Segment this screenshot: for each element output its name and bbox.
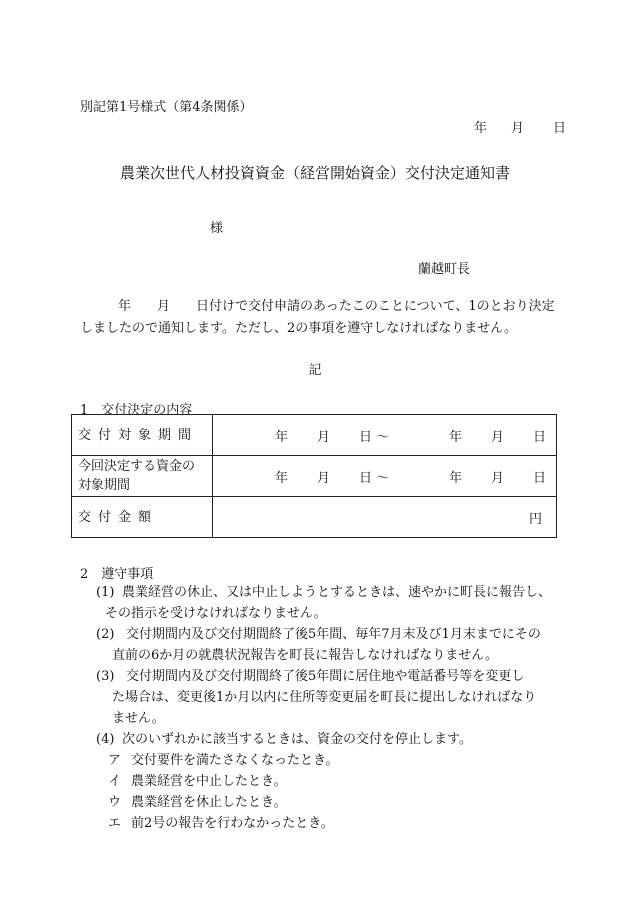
- from-day: 日 ～: [359, 430, 390, 445]
- from-year: 年: [275, 430, 289, 445]
- date-day: 日: [553, 121, 567, 136]
- table-row: [72, 415, 557, 456]
- notice-body: [80, 296, 558, 340]
- rule-item-3: (3) 交付期間内及び交付期間終了後5年間に居住地や電話番号等を変更し た場合は、変更後1か月以内に住所等変更届を町長に提出しなければなり ません。: [96, 669, 537, 726]
- to-year: 年: [449, 430, 463, 445]
- to-day: 日: [533, 471, 547, 486]
- issuer-name: 蘭越町長: [418, 262, 471, 277]
- notice-body-line2: しましたので通知します。ただし、2の事項を遵守しなければなりません。: [80, 321, 518, 336]
- rule-subitem-i: イ 農業経営を中止したとき。: [108, 774, 287, 789]
- row-label-current: 今回決定する資金の 対象期間: [72, 456, 213, 497]
- section2-heading: 2 遵守事項: [80, 567, 154, 582]
- row-label-period: 交付対象期間: [72, 415, 213, 456]
- to-day: 日: [533, 430, 547, 445]
- rule-item-4: (4) 次のいずれかに該当するときは、資金の交付を停止します。: [96, 732, 472, 747]
- to-year: 年: [449, 471, 463, 486]
- to-month: 月: [491, 430, 505, 445]
- addressee-honorific: 様: [210, 221, 224, 236]
- table-row: [72, 456, 557, 497]
- notice-body-line1: 年 月 日付けで交付申請のあったこのことについて、1のとおり決定: [118, 299, 555, 314]
- form-label: 別記第1号様式（第4条関係）: [80, 100, 253, 115]
- row-value-amount: 円: [213, 497, 557, 538]
- rule-item-1: (1) 農業経営の休止、又は中止しようとするときは、速やかに町長に報告し、 その指示を受けなければなりません。: [96, 585, 552, 621]
- document-title: 農業次世代人材投資資金（経営開始資金）交付決定通知書: [119, 164, 510, 182]
- row-value-period: [213, 415, 557, 456]
- section1-heading: 1 交付決定の内容: [80, 403, 193, 418]
- from-month: 月: [317, 471, 331, 486]
- row-label-amount: 交付金額: [72, 497, 213, 538]
- rule-subitem-u: ウ 農業経営を休止したとき。: [108, 795, 287, 810]
- rule-subitem-a: ア 交付要件を満たさなくなったとき。: [108, 753, 339, 768]
- from-month: 月: [317, 430, 331, 445]
- rule-subitem-e: エ 前2号の報告を行わなかったとき。: [108, 816, 334, 831]
- to-month: 月: [491, 471, 505, 486]
- issue-date: [474, 117, 566, 136]
- from-day: 日 ～: [359, 471, 390, 486]
- row-value-current: [213, 456, 557, 497]
- note-mark: 記: [308, 363, 322, 378]
- decision-table: [71, 414, 557, 538]
- date-year: 年: [474, 121, 488, 136]
- from-year: 年: [275, 471, 289, 486]
- rule-item-2: (2) 交付期間内及び交付期間終了後5年間、毎年7月末及び1月末までにその 直前の6か月の就農状況報告を町長に報告しなければなりません。: [96, 627, 541, 663]
- table-row: [72, 497, 557, 538]
- date-month: 月: [511, 121, 525, 136]
